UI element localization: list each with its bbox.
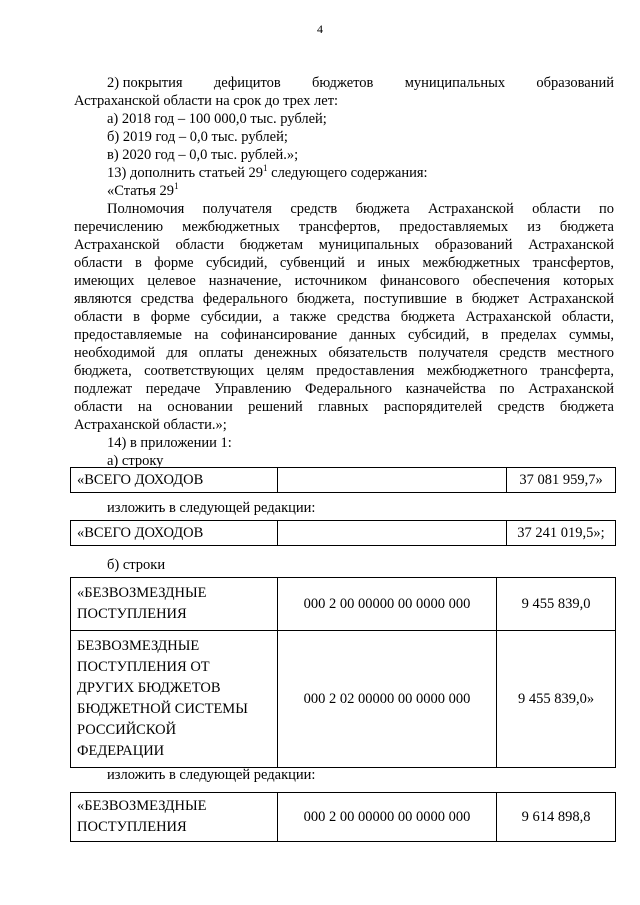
paragraph-line: Астраханской области бюджетам муниципальных образований Астраханской — [74, 237, 614, 253]
article-heading — [107, 182, 179, 200]
name-line: «БЕЗВОЗМЕЗДНЫЕ — [77, 585, 207, 601]
row-new-value: 37 241 019,5»; — [507, 521, 616, 546]
article-prefix: «Статья 29 — [107, 183, 175, 199]
row-new-table — [70, 520, 616, 546]
paragraph-line: бюджета, соответствующих целям предоставления межбюджетного трансферта, — [74, 363, 614, 379]
article-sup: 1 — [174, 181, 179, 192]
item2-b: б) 2019 год – 0,0 тыс. рублей; — [107, 129, 288, 145]
item13-line — [107, 164, 428, 182]
table-new — [70, 792, 616, 842]
table-row — [71, 521, 616, 546]
paragraph-line: Полномочия получателя средств бюджета Астраханской области по — [107, 201, 614, 217]
table-old-row1-name — [71, 578, 278, 631]
name-line: ПОСТУПЛЕНИЯ — [77, 606, 187, 622]
paragraph-line: области в форме субсидий, субвенций и иных межбюджетных трансфертов, — [74, 255, 614, 271]
row-old-name: «ВСЕГО ДОХОДОВ — [71, 468, 278, 493]
item2-word: муниципальных — [404, 75, 506, 91]
paragraph-line: предоставляемые на софинансирование данных субсидий, в пределах суммы, — [74, 327, 614, 343]
name-line: ПОСТУПЛЕНИЯ — [77, 819, 187, 835]
paragraph-line: области на основании решений главных распорядителей средств бюджета — [74, 399, 614, 415]
row-old-value: 37 081 959,7» — [507, 468, 616, 493]
item2-c: в) 2020 год – 0,0 тыс. рублей.»; — [107, 147, 299, 163]
item2-line1 — [107, 74, 614, 92]
table-row — [71, 578, 616, 631]
table-row — [71, 468, 616, 493]
table-new-row1-value: 9 614 898,8 — [497, 793, 616, 842]
row-old-code — [278, 468, 507, 493]
item14: 14) в приложении 1: — [107, 435, 232, 451]
item2-a: а) 2018 год – 100 000,0 тыс. рублей; — [107, 111, 327, 127]
name-line: ПОСТУПЛЕНИЯ ОТ — [77, 659, 210, 675]
paragraph-line: области в форме субсидии, а также средства бюджета Астраханской области, — [74, 309, 614, 325]
item2-line2: Астраханской области на срок до трех лет: — [74, 93, 339, 109]
item13-sup: 1 — [263, 163, 268, 174]
edit-instruction-2: изложить в следующей редакции: — [107, 767, 316, 783]
item13-suffix: следующего содержания: — [267, 165, 428, 181]
table-old — [70, 577, 616, 768]
row-new-code — [278, 521, 507, 546]
item13-prefix: 13) дополнить статьей 29 — [107, 165, 264, 181]
table-row — [71, 793, 616, 842]
table-old-row2-code: 000 2 02 00000 00 0000 000 — [278, 631, 497, 768]
paragraph-line: являются средства федерального бюджета, поступившие в бюджет Астраханской — [74, 291, 614, 307]
item2-word: бюджетов — [312, 75, 374, 91]
edit-instruction-1: изложить в следующей редакции: — [107, 500, 316, 516]
item2-word: образований — [536, 75, 614, 91]
table-old-row1-value: 9 455 839,0 — [497, 578, 616, 631]
paragraph-line: перечислению межбюджетных трансфертов, предоставляемых из бюджета — [74, 219, 614, 235]
name-line: «БЕЗВОЗМЕЗДНЫЕ — [77, 798, 207, 814]
table-old-row2-name — [71, 631, 278, 768]
table-old-row1-code: 000 2 00 00000 00 0000 000 — [278, 578, 497, 631]
table-row — [71, 631, 616, 768]
item2-number-text: 2) покрытия — [107, 75, 183, 91]
name-line: ДРУГИХ БЮДЖЕТОВ — [77, 680, 221, 696]
sub-b: б) строки — [107, 557, 166, 573]
name-line: БЕЗВОЗМЕЗДНЫЕ — [77, 638, 200, 654]
item2-word: дефицитов — [213, 75, 281, 91]
table-old-row2-value: 9 455 839,0» — [497, 631, 616, 768]
paragraph-line: имеющих целевое назначение, источником финансового обеспечения которых — [74, 273, 614, 289]
table-new-row1-code: 000 2 00 00000 00 0000 000 — [278, 793, 497, 842]
name-line: РОССИЙСКОЙ — [77, 722, 177, 738]
paragraph-line-last: Астраханской области.»; — [74, 417, 227, 433]
name-line: БЮДЖЕТНОЙ СИСТЕМЫ — [77, 701, 248, 717]
row-old-table — [70, 467, 616, 493]
paragraph-line: необходимой для оплаты денежных обязательств получателя средств местного — [74, 345, 614, 361]
row-new-name: «ВСЕГО ДОХОДОВ — [71, 521, 278, 546]
sub-a: а) строку — [107, 453, 164, 469]
page-number: 4 — [317, 22, 323, 36]
name-line: ФЕДЕРАЦИИ — [77, 743, 165, 759]
paragraph-line: подлежат передаче Управлению Федерального казначейства по Астраханской — [74, 381, 614, 397]
table-new-row1-name — [71, 793, 278, 842]
